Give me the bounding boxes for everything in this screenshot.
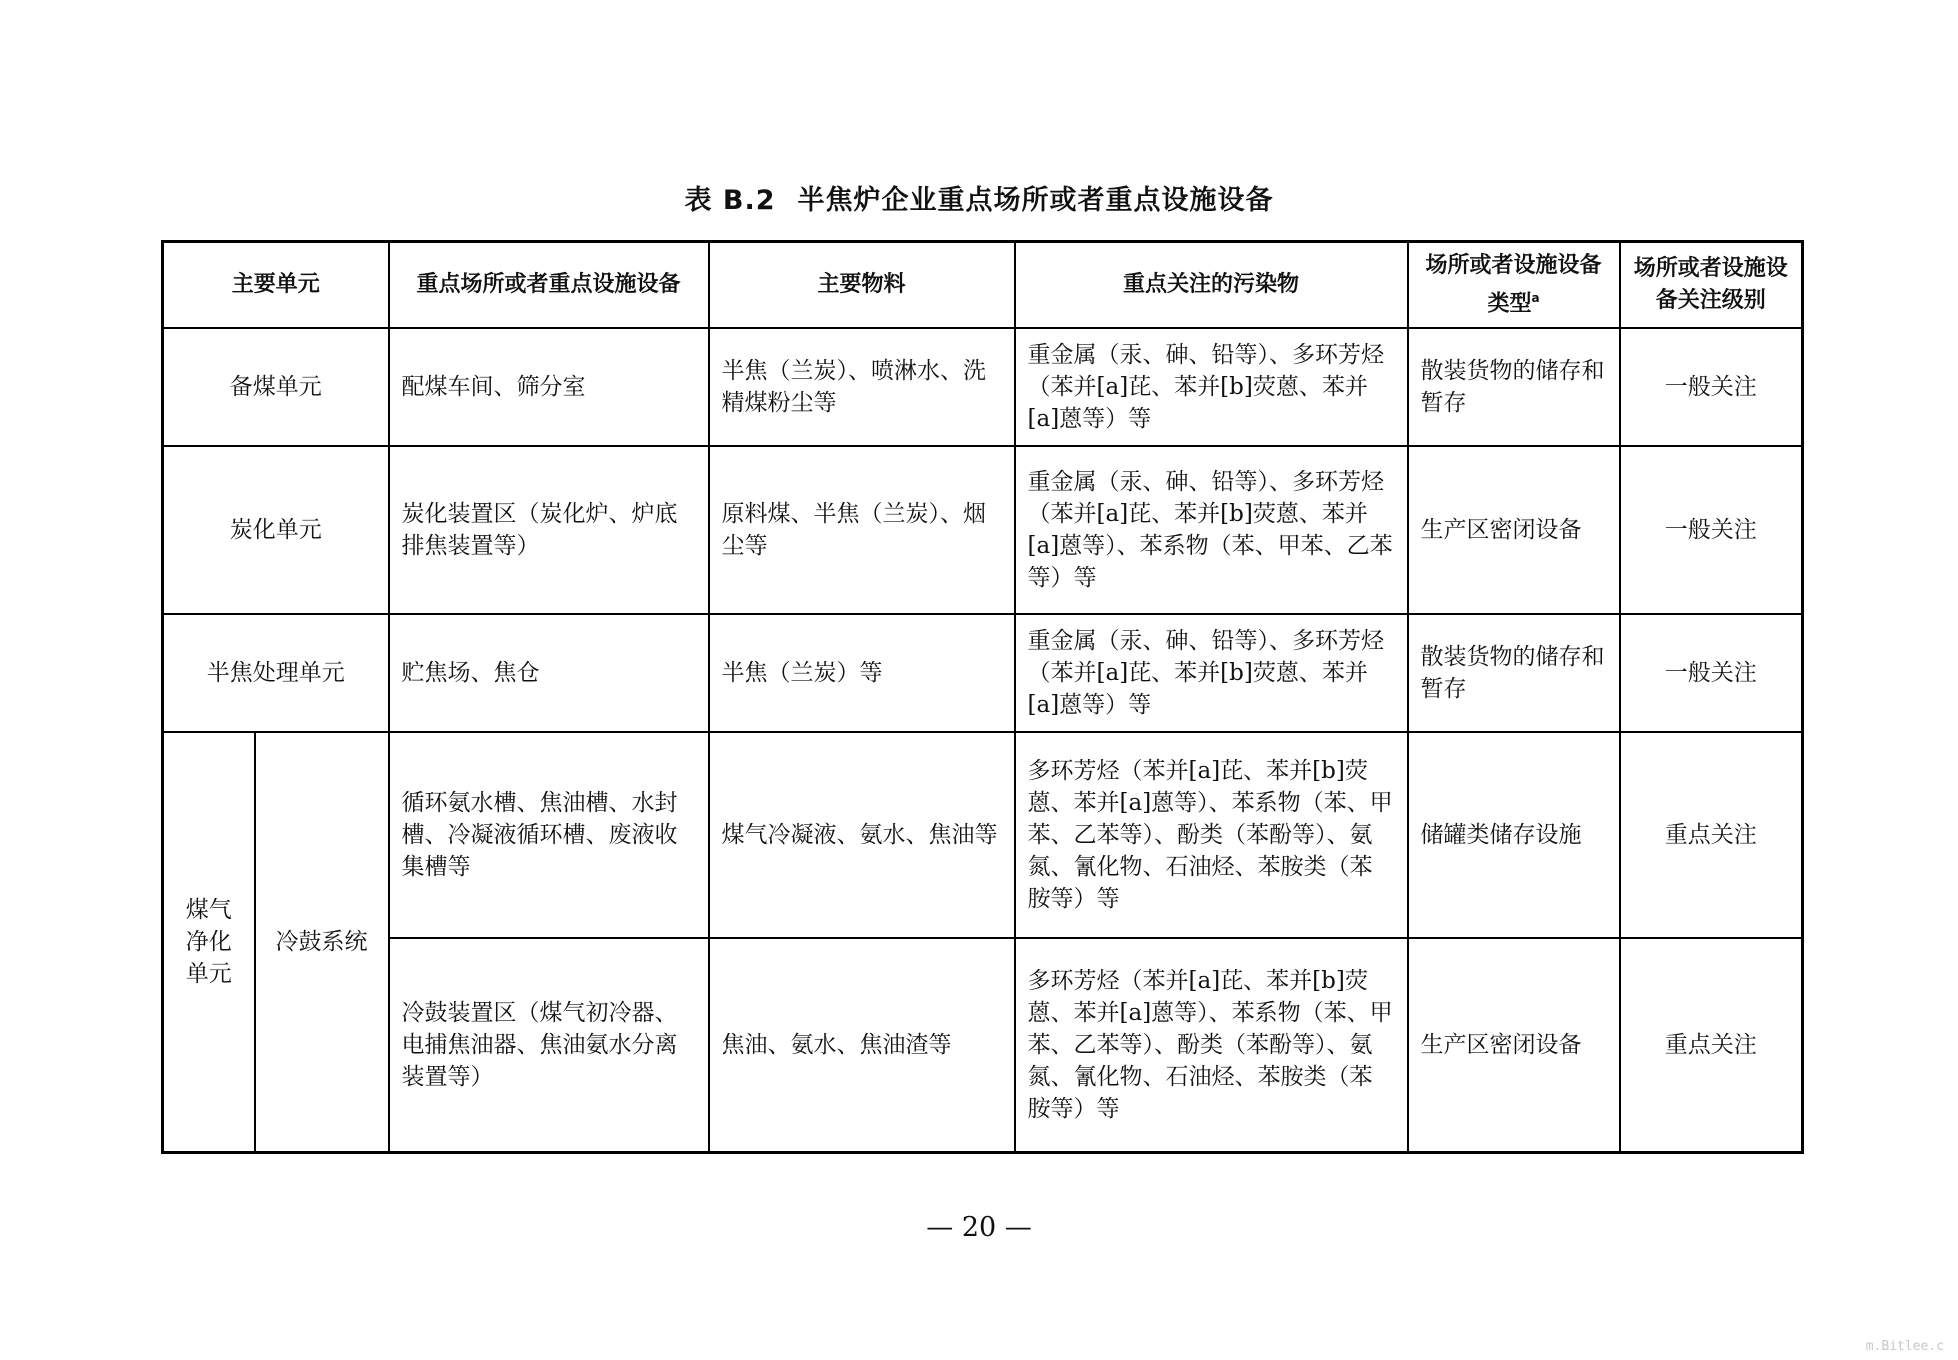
cell-site: 冷鼓装置区（煤气初冷器、电捕焦油器、焦油氨水分离装置等） — [389, 938, 709, 1153]
facility-table — [161, 240, 1804, 1154]
table-row — [163, 328, 1803, 446]
cell-unit: 半焦处理单元 — [163, 614, 389, 732]
table-row — [163, 446, 1803, 614]
header-type-text: 场所或者设施设备类型 — [1425, 252, 1602, 317]
table-header-row — [163, 242, 1803, 329]
cell-pollutant: 多环芳烃（苯并[a]芘、苯并[b]荧蒽、苯并[a]蒽等）、苯系物（苯、甲苯、乙苯等）、酚类（苯酚等）、氨氮、氰化物、石油烃、苯胺类（苯胺等）等 — [1015, 938, 1408, 1153]
cell-level: 重点关注 — [1620, 732, 1803, 938]
cell-system: 冷鼓系统 — [255, 732, 389, 1153]
header-type-footnote: a — [1531, 290, 1540, 305]
cell-site: 循环氨水槽、焦油槽、水封槽、冷凝液循环槽、废液收集槽等 — [389, 732, 709, 938]
cell-material: 半焦（兰炭）、喷淋水、洗精煤粉尘等 — [709, 328, 1015, 446]
table-row — [163, 732, 1803, 938]
cell-pollutant: 重金属（汞、砷、铅等）、多环芳烃（苯并[a]芘、苯并[b]荧蒽、苯并[a]蒽等）、苯系物（苯、甲苯、乙苯等）等 — [1015, 446, 1408, 614]
header-level: 场所或者设施设备关注级别 — [1620, 242, 1803, 329]
page-number: — 20 — — [926, 1212, 1032, 1243]
header-type — [1408, 242, 1620, 329]
table-title-text: 半焦炉企业重点场所或者重点设施设备 — [797, 185, 1274, 216]
cell-level: 一般关注 — [1620, 328, 1803, 446]
cell-site: 炭化装置区（炭化炉、炉底排焦装置等） — [389, 446, 709, 614]
cell-level: 一般关注 — [1620, 614, 1803, 732]
header-pollutant: 重点关注的污染物 — [1015, 242, 1408, 329]
cell-pollutant: 重金属（汞、砷、铅等）、多环芳烃（苯并[a]芘、苯并[b]荧蒽、苯并[a]蒽等）等 — [1015, 614, 1408, 732]
header-site: 重点场所或者重点设施设备 — [389, 242, 709, 329]
cell-material: 焦油、氨水、焦油渣等 — [709, 938, 1015, 1153]
cell-level: 重点关注 — [1620, 938, 1803, 1153]
cell-type: 生产区密闭设备 — [1408, 446, 1620, 614]
cell-type: 散装货物的储存和暂存 — [1408, 614, 1620, 732]
table-number: 表 B.2 — [684, 185, 776, 216]
watermark: m.Bitlee.c — [1865, 1339, 1944, 1354]
cell-type: 生产区密闭设备 — [1408, 938, 1620, 1153]
cell-unit: 炭化单元 — [163, 446, 389, 614]
cell-site: 配煤车间、筛分室 — [389, 328, 709, 446]
table-row — [163, 614, 1803, 732]
cell-type: 散装货物的储存和暂存 — [1408, 328, 1620, 446]
cell-pollutant: 多环芳烃（苯并[a]芘、苯并[b]荧蒽、苯并[a]蒽等）、苯系物（苯、甲苯、乙苯等）、酚类（苯酚等）、氨氮、氰化物、石油烃、苯胺类（苯胺等）等 — [1015, 732, 1408, 938]
cell-pollutant: 重金属（汞、砷、铅等）、多环芳烃（苯并[a]芘、苯并[b]荧蒽、苯并[a]蒽等）等 — [1015, 328, 1408, 446]
page-title — [0, 178, 1958, 217]
cell-type: 储罐类储存设施 — [1408, 732, 1620, 938]
cell-material: 煤气冷凝液、氨水、焦油等 — [709, 732, 1015, 938]
cell-unit: 备煤单元 — [163, 328, 389, 446]
header-unit: 主要单元 — [163, 242, 389, 329]
cell-site: 贮焦场、焦仓 — [389, 614, 709, 732]
table-row — [163, 938, 1803, 1153]
cell-level: 一般关注 — [1620, 446, 1803, 614]
cell-material: 原料煤、半焦（兰炭）、烟尘等 — [709, 446, 1015, 614]
header-material: 主要物料 — [709, 242, 1015, 329]
cell-material: 半焦（兰炭）等 — [709, 614, 1015, 732]
cell-unit-gas: 煤气净化单元 — [163, 732, 255, 1153]
